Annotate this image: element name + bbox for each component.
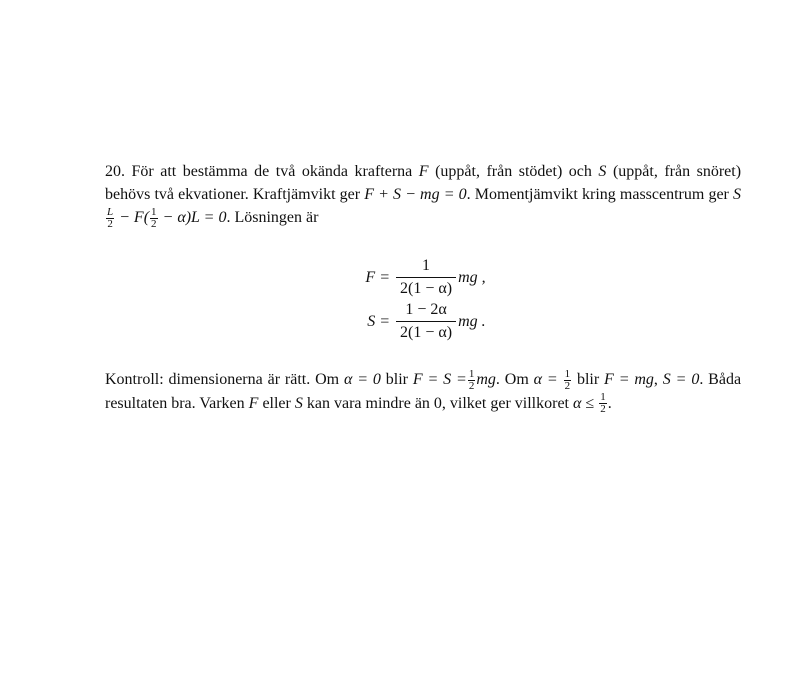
check-paragraph [105,368,741,416]
fraction-one-half [564,369,572,392]
check-math-alpha-leq: α ≤ [573,394,595,412]
check-text-4: blir [576,370,600,388]
equation-denominator: 2(1 − α) [400,280,453,298]
equation-denominator: 2(1 − α) [400,324,453,342]
equation-numerator: 1 [396,257,456,278]
fraction-denominator: 2 [107,217,113,230]
equation-rhs: mg , [458,268,486,286]
moment-S: S [733,186,741,203]
check-math-F-eq-S: F = S = [412,370,467,388]
equation-fraction [396,257,456,298]
fraction-numerator: L [107,205,114,218]
check-math-mg: mg [476,370,496,388]
check-math-alpha-eq: α = [533,370,558,388]
check-text-7: eller [262,394,291,412]
F-description: (uppåt, från stödet) och [435,163,592,180]
fraction-numerator: 1 [600,391,606,404]
moment-intro: . Momentjämvikt kring masscentrum ger [466,186,729,203]
problem-intro: För att bestämma de två okända krafterna [131,163,413,180]
check-text-9: . [607,394,612,412]
moment-end: − α)L = 0 [162,209,227,226]
fraction-one-half [150,207,158,230]
fraction-denominator: 2 [468,379,475,392]
check-math-F: F [248,394,259,412]
check-math-S-zero: S = 0 [662,370,700,388]
force-balance-equation: F + S − mg = 0 [364,186,467,203]
check-text-8: kan vara mindre än 0, vilket ger villkoret [306,394,569,412]
fraction-numerator: 1 [564,367,571,380]
solution-equations [105,256,741,344]
check-text-6: . Båda resultaten bra. Varken [105,370,742,412]
fraction-numerator: 1 [468,367,475,380]
check-math-alpha-zero: α = 0 [343,370,381,388]
moment-middle: − F( [119,209,150,226]
equation-lhs: S = [367,312,390,330]
fraction-one-half [468,369,476,392]
check-text-1: Kontroll: dimensionerna är rätt. Om [105,370,340,388]
check-math-S: S [294,394,303,412]
problem-number: 20. [105,163,125,180]
equation-lhs: F = [365,268,390,286]
equation-numerator: 1 − 2α [396,301,456,322]
check-text-2: blir [385,370,408,388]
fraction-denominator: 2 [151,217,157,230]
equation-F [105,256,741,300]
fraction-numerator: 1 [151,205,157,218]
fraction-denominator: 2 [564,379,571,392]
equation-fraction [396,301,456,342]
fraction-one-half [599,392,607,415]
S-description: (uppåt, från snöret) behövs två ekvationer. Kraftjämvikt ger [105,163,742,203]
equation-S [105,300,741,344]
check-text-5: , [653,370,658,388]
check-text-3: . Om [495,370,529,388]
document-page [105,160,741,415]
problem-paragraph [105,160,741,230]
fraction-denominator: 2 [600,403,606,416]
equation-rhs: mg . [458,312,486,330]
solution-intro: . Lösningen är [226,209,319,226]
symbol-F: F [418,163,429,180]
symbol-S: S [598,163,607,180]
fraction-L-over-2 [106,207,114,230]
check-math-F-eq-mg: F = mg [604,370,654,388]
